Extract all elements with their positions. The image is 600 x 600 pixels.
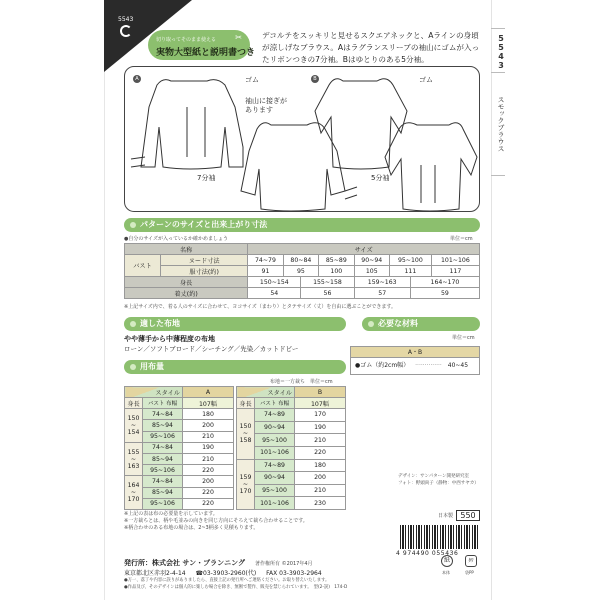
table-cell: 56 — [301, 288, 354, 299]
bust-text: バスト — [259, 401, 277, 408]
publisher-contact — [124, 568, 322, 577]
finished-label: 服寸法(約) — [161, 266, 248, 277]
amount-cell: 180 — [295, 459, 346, 472]
table-cell: 164~170 — [410, 277, 479, 288]
width-text: 布幅 — [278, 401, 290, 408]
table-cell: 74~79 — [248, 255, 283, 266]
materials-section-header: 必要な材料 — [362, 317, 480, 331]
address: 東京都北区赤羽2-4-14 — [124, 570, 186, 577]
h: 159 — [239, 473, 252, 481]
materials-row — [351, 358, 479, 374]
barcode — [400, 525, 480, 549]
bust-cell: 90~94 — [255, 472, 295, 485]
spine-divider — [491, 28, 505, 29]
seam-note-line: あります — [245, 106, 273, 114]
design-credit: デザイン：サンパターン開発研究室 — [398, 474, 470, 479]
bust-text: バスト — [147, 401, 165, 408]
amount-cell: 220 — [183, 487, 234, 498]
bust-cell: 95~106 — [143, 465, 183, 476]
height-group — [237, 459, 255, 509]
height-group — [125, 409, 143, 443]
publisher-note: ●作品及び、そのデザインは個人的に楽しむ場合を除き、無断で製作、販売を禁じられています。 型(2-誤) 174-D — [124, 585, 348, 590]
bust-cell: 90~94 — [255, 421, 295, 434]
style-a-header: A — [183, 387, 234, 398]
publisher-name: 発行所：株式会社 サン・プランニング — [124, 559, 245, 567]
header-size: サイズ — [248, 244, 480, 255]
badge-title: 実物大型紙と説明書つき — [156, 48, 256, 58]
bust-cell: 74~84 — [143, 476, 183, 487]
table-cell: 90~94 — [354, 255, 389, 266]
size-table — [124, 243, 480, 299]
h: ~ — [242, 480, 249, 488]
spine-divider — [491, 175, 505, 176]
telephone: ☎03-3903-2960(代) — [195, 570, 257, 577]
bust-col-label — [143, 398, 183, 409]
amount-cell: 210 — [183, 453, 234, 464]
height-col-label: 身長 — [237, 398, 255, 409]
header-name: 名称 — [125, 244, 248, 255]
fabric-weight: やや薄手から中薄程度の布地 — [124, 335, 215, 343]
sleeve-label-b: 5分袖 — [371, 174, 390, 182]
h: 154 — [127, 428, 140, 436]
blouse-line-drawings — [125, 67, 481, 213]
amount-cell: 220 — [295, 446, 346, 459]
table-cell: 159~163 — [354, 277, 410, 288]
spine-edge — [491, 0, 492, 600]
table-cell: 57 — [354, 288, 410, 299]
h: 150 — [239, 423, 252, 431]
bust-cell: 85~94 — [143, 420, 183, 431]
seam-note — [245, 97, 287, 115]
elastic-label-a: ゴム — [245, 76, 259, 84]
price-box: 550 — [456, 510, 480, 521]
spine-divider — [491, 72, 505, 73]
table-cell: 111 — [389, 266, 431, 277]
h: ~ — [130, 489, 137, 497]
brand-logo-icon — [120, 25, 132, 37]
yardage-table-a — [124, 386, 234, 510]
h: 158 — [239, 437, 252, 445]
style-label: スタイル — [237, 387, 295, 398]
amount-cell: 200 — [183, 476, 234, 487]
bust-col-label — [255, 398, 295, 409]
h: ~ — [130, 455, 137, 463]
seam-note-line: 袖山に接ぎが — [245, 97, 287, 105]
bust-cell: 74~89 — [255, 409, 295, 422]
table-cell: 150~154 — [248, 277, 301, 288]
table-cell: 101~106 — [431, 255, 479, 266]
bust-cell: 85~94 — [143, 453, 183, 464]
spine-digit: 5 — [498, 34, 504, 43]
style-a-marker: A — [133, 75, 141, 83]
bust-cell: 95~106 — [143, 431, 183, 442]
style-b-header: B — [295, 387, 346, 398]
made-in-japan: 日本製 — [438, 513, 454, 519]
h: ~ — [242, 430, 249, 438]
fabric-section-header: 適した布地 — [124, 317, 346, 331]
yardage-note: ※一方裁ちとは、柄や毛並みの向きを同じ方向にそろえて裁ち合わせることです。 — [124, 518, 308, 524]
spine-product-number — [497, 34, 505, 70]
spine-digit: 3 — [498, 61, 504, 70]
spine-digit: 4 — [498, 52, 504, 61]
height-group — [125, 442, 143, 476]
yardage-note: ※柄合わせのある布地の場合は、2~3柄多く見積もります。 — [124, 525, 259, 531]
width-a: 107幅 — [183, 398, 234, 409]
table-cell: 59 — [410, 288, 479, 299]
table-cell: 91 — [248, 266, 283, 277]
elastic-label-b: ゴム — [419, 76, 433, 84]
amount-cell: 210 — [295, 434, 346, 447]
scissors-icon: ✂ — [235, 33, 242, 42]
h: 163 — [127, 462, 140, 470]
h: 170 — [239, 487, 252, 495]
material-name: ●ゴム（約2cm幅） — [355, 362, 410, 369]
publisher-note: ●万一、落丁や内容に誤りがありましたら、直接上記の発行所へご連絡ください。お取り替えいたします。 — [124, 578, 330, 583]
materials-header: A・B — [351, 347, 479, 358]
plastic-label: 袋PP — [465, 570, 474, 575]
size-footnote: ※上記サイズ内で、着る人のサイズに合わせて、ヨコサイズ（まわり）とタテサイズ（丈）を自由に選ぶことができます。 — [124, 304, 396, 310]
h: 150 — [127, 414, 140, 422]
bust-cell: 85~94 — [143, 487, 183, 498]
bust-cell: 74~84 — [143, 409, 183, 420]
height-col-label: 身長 — [125, 398, 143, 409]
amount-cell: 200 — [183, 420, 234, 431]
amount-cell: 230 — [295, 497, 346, 510]
badge-subtitle: 切り取ってそのまま使える — [156, 37, 217, 43]
fax: FAX 03-3903-2964 — [266, 570, 322, 577]
spine-title: スモックブラウス — [497, 96, 505, 152]
table-cell: 80~84 — [283, 255, 318, 266]
h: 170 — [127, 496, 140, 504]
barcode-number: 4 974490 055436 — [396, 550, 459, 557]
materials-table — [350, 346, 480, 375]
h: ~ — [130, 421, 137, 429]
spine-digit: 5 — [498, 43, 504, 52]
style-label: スタイル — [125, 387, 183, 398]
photo-credit: フォト：野頭尚子（静物：中西サヤカ） — [398, 481, 479, 486]
yardage-note: 布地＝一方裁ち 単位＝cm — [270, 379, 333, 385]
leader-dots: ·············· — [415, 362, 442, 369]
paper-recycle-icon: 紙 — [441, 555, 453, 567]
size-unit: 単位＝cm — [450, 236, 473, 242]
sleeve-label-a: 7分袖 — [197, 174, 216, 182]
bust-label: バスト — [125, 255, 161, 277]
yardage-note: ※上記の表は布の必要量を示しています。 — [124, 511, 218, 517]
amount-cell: 210 — [295, 484, 346, 497]
amount-cell: 190 — [183, 442, 234, 453]
height-label: 身長 — [125, 277, 248, 288]
material-amount: 40~45 — [447, 362, 469, 369]
amount-cell: 220 — [183, 498, 234, 509]
amount-cell: 170 — [295, 409, 346, 422]
height-group — [237, 409, 255, 459]
nude-label: ヌード寸法 — [161, 255, 248, 266]
amount-cell: 210 — [183, 431, 234, 442]
height-group — [125, 476, 143, 510]
amount-cell: 190 — [295, 421, 346, 434]
length-label: 着丈(約) — [125, 288, 248, 299]
h: 155 — [127, 448, 140, 456]
bust-cell: 95~106 — [143, 498, 183, 509]
materials-unit: 単位＝cm — [452, 335, 475, 341]
corner-code: 5543 — [118, 16, 134, 23]
width-b: 107幅 — [295, 398, 346, 409]
amount-cell: 200 — [295, 472, 346, 485]
width-text: 布幅 — [166, 401, 178, 408]
table-cell: 155~158 — [301, 277, 354, 288]
bust-cell: 101~106 — [255, 497, 295, 510]
page-edge — [104, 0, 105, 600]
copyright: 著作権所有 ©2017年4月 — [255, 561, 313, 567]
table-cell: 117 — [431, 266, 479, 277]
table-cell: 85~89 — [319, 255, 354, 266]
full-size-pattern-badge — [148, 30, 256, 60]
style-b-marker: B — [311, 75, 319, 83]
bust-cell: 74~84 — [143, 442, 183, 453]
size-hint: ●自分のサイズが入っているか確かめましょう — [124, 236, 228, 242]
product-description: デコルテをスッキリと見せるスクエアネックと、Aラインの身頃が涼しげなブラウス。Aはラグランスリーブの袖山にゴムが入ったリボンつきの7分袖。Bはゆとりのある5分袖。 — [262, 31, 480, 64]
fabric-types: ローン／ソフトブロード／シーチング／先染／カットドビー — [124, 345, 299, 353]
yardage-table-b — [236, 386, 346, 510]
amount-cell: 180 — [183, 409, 234, 420]
bust-cell: 74~89 — [255, 459, 295, 472]
h: 164 — [127, 482, 140, 490]
yardage-section-header: 用布量 — [124, 360, 346, 374]
size-section-header: パターンのサイズと出来上がり寸法 — [124, 218, 480, 232]
bust-cell: 95~100 — [255, 484, 295, 497]
table-cell: 95 — [283, 266, 318, 277]
table-cell: 95~100 — [389, 255, 431, 266]
bust-cell: 101~106 — [255, 446, 295, 459]
paper-label: 本体 — [442, 570, 450, 575]
table-cell: 54 — [248, 288, 301, 299]
table-cell: 100 — [319, 266, 354, 277]
amount-cell: 220 — [183, 465, 234, 476]
plastic-recycle-icon: ﾀﾜ — [465, 555, 477, 567]
bust-cell: 95~100 — [255, 434, 295, 447]
table-cell: 105 — [354, 266, 389, 277]
garment-illustrations — [124, 66, 480, 212]
